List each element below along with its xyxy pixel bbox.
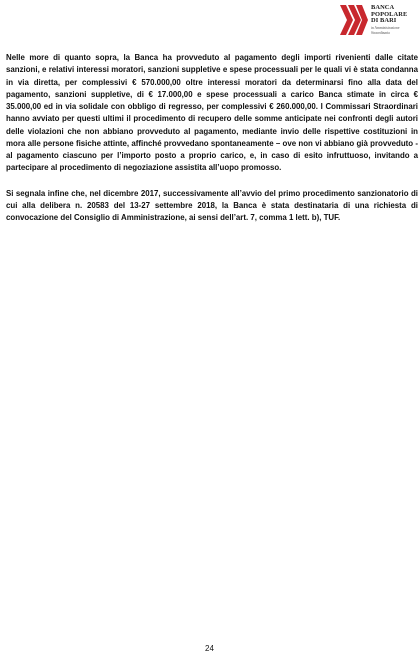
logo-subtitle: Straordinaria [371,30,390,35]
document-body [6,52,418,224]
logo-line: BANCA [371,4,395,11]
body-paragraph: Nelle more di quanto sopra, la Banca ha provveduto al pagamento degli importi rivenienti dalle citate sanzioni, e relativi interessi moratori, sanzioni suppletive e spese processuali per le quali vi è stata condanna in via diretta, per complessivi € 570.000,00 oltre interessi moratori da determinarsi fino alla data del pagamento, sanzioni suppletive, di € 17.000,00 e spese processuali a carico Banca stimate in circa € 35.000,00 ed in via solidale con obbligo di regresso, per complessivi € 260.000,00. I Commissari Straordinari hanno avviato per questi ultimi il procedimento di recupero delle somme anticipate nei confronti degli autori delle violazioni che non abbiano provveduto al pagamento, mediante invio delle rispettive costituzioni in mora alle persone fisiche attinte, affinché provvedano spontaneamente – ove non vi abbiano già provveduto - al pagamento ciascuno per l’importo posto a proprio carico, e, in caso di esito infruttuoso, invitando a partecipare al procedimento di negoziazione assistita all’uopo promosso. [6,53,418,173]
page-number: 24 [205,644,214,653]
body-paragraph: Si segnala infine che, nel dicembre 2017, successivamente all’avvio del primo procedimento sanzionatorio di cui alla delibera n. 20583 del 13-27 settembre 2018, la Banca è stata destinataria di una richiesta di convocazione del Consiglio di Amministrazione, ai sensi dell’art. 7, comma 1 lett. b), TUF. [6,188,418,222]
bpb-chevron-logo-icon [339,3,369,37]
logo-line: POPOLARE [371,10,408,18]
logo-subtitle: in Amministrazione [371,25,400,30]
bank-logo [339,3,413,37]
logo-wordmark [371,5,415,35]
logo-line: DI BARI [371,17,397,25]
